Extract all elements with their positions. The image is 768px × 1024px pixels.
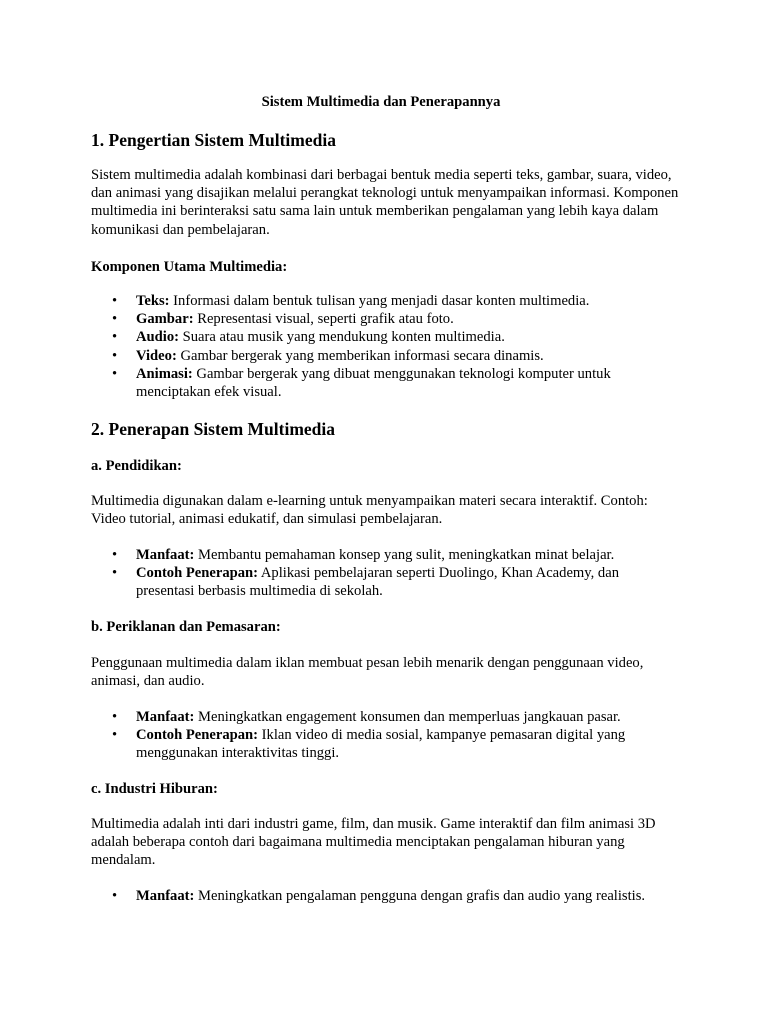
list-item (91, 564, 651, 600)
bullet-icon: • (112, 311, 118, 328)
section-1-paragraph: Sistem multimedia adalah kombinasi dari berbagai bentuk media seperti teks, gambar, suara, video, dan animasi yang disajikan melalui perangkat teknologi untuk menyampaikan informasi. Komponen multimedia ini berinteraksi satu sama lain untuk memberikan pengalaman yang lebih kaya dalam komunikasi dan pembelajaran. (91, 167, 679, 238)
list-item (91, 708, 651, 726)
subsection-a-paragraph: Multimedia digunakan dalam e-learning untuk menyampaikan materi secara interaktif. Contoh: Video tutorial, animasi edukatif, dan simulasi pembelajaran. (91, 493, 648, 528)
components-list (91, 292, 651, 401)
bullet-icon: • (112, 547, 118, 563)
list-item-desc: Meningkatkan pengalaman pengguna dengan grafis dan audio yang realistis. (194, 888, 646, 904)
subsection-a-list (91, 546, 651, 601)
bullet-icon: • (112, 329, 118, 346)
bullet-icon: • (112, 565, 118, 582)
list-item-desc: Gambar bergerak yang memberikan informasi secara dinamis. (176, 347, 544, 364)
subsection-a-heading: a. Pendidikan: (91, 458, 182, 474)
list-item (91, 726, 651, 762)
list-item-desc: Representasi visual, seperti grafik atau foto. (193, 311, 454, 328)
document-title: Sistem Multimedia dan Penerapannya (261, 94, 501, 110)
list-item-desc: Aplikasi pembelajaran seperti Duolingo, Khan Academy, dan presentasi berbasis multimedia di sekolah. (136, 565, 619, 600)
section-2-heading: 2. Penerapan Sistem Multimedia (91, 419, 336, 439)
subsection-b-paragraph: Penggunaan multimedia dalam iklan membuat pesan lebih menarik dengan penggunaan video, animasi, dan audio. (91, 655, 644, 690)
list-item-term: Video: (136, 347, 177, 364)
bullet-icon: • (112, 727, 118, 744)
subsection-b-list (91, 708, 651, 763)
list-item-term: Gambar: (136, 311, 194, 328)
list-item-desc: Gambar bergerak yang dibuat menggunakan teknologi komputer untuk menciptakan efek visual. (136, 365, 611, 401)
components-heading: Komponen Utama Multimedia: (91, 259, 288, 275)
list-item (91, 365, 651, 401)
list-item-term: Manfaat: (136, 888, 195, 904)
list-item-term: Teks: (136, 293, 170, 309)
subsection-c-paragraph: Multimedia adalah inti dari industri game, film, dan musik. Game interaktif dan film animasi 3D adalah beberapa contoh dari bagaimana multimedia menciptakan pengalaman hiburan yang mendalam. (91, 816, 656, 869)
list-item (91, 292, 651, 310)
subsection-c-heading: c. Industri Hiburan: (91, 781, 218, 797)
list-item-term: Manfaat: (136, 547, 195, 563)
bullet-icon: • (112, 709, 118, 725)
bullet-icon: • (112, 347, 118, 364)
list-item-desc: Iklan video di media sosial, kampanye pemasaran digital yang menggunakan interaktivitas tinggi. (136, 727, 626, 762)
list-item-term: Contoh Penerapan: (136, 565, 259, 582)
bullet-icon: • (112, 293, 118, 309)
list-item-term: Contoh Penerapan: (136, 727, 259, 744)
list-item (91, 347, 651, 365)
list-item (91, 887, 651, 905)
list-item-desc: Informasi dalam bentuk tulisan yang menjadi dasar konten multimedia. (169, 293, 590, 309)
list-item-term: Manfaat: (136, 709, 195, 725)
list-item (91, 310, 651, 328)
section-1-heading: 1. Pengertian Sistem Multimedia (91, 130, 336, 150)
list-item-desc: Membantu pemahaman konsep yang sulit, meningkatkan minat belajar. (194, 547, 615, 563)
list-item (91, 328, 651, 346)
bullet-icon: • (112, 365, 118, 382)
subsection-b-heading: b. Periklanan dan Pemasaran: (91, 619, 281, 635)
list-item-term: Audio: (136, 329, 179, 346)
subsection-c-list (91, 887, 651, 905)
list-item-desc: Suara atau musik yang mendukung konten multimedia. (178, 329, 505, 346)
list-item (91, 546, 651, 564)
bullet-icon: • (112, 888, 118, 904)
list-item-desc: Meningkatkan engagement konsumen dan memperluas jangkauan pasar. (194, 709, 621, 725)
list-item-term: Animasi: (136, 365, 193, 382)
